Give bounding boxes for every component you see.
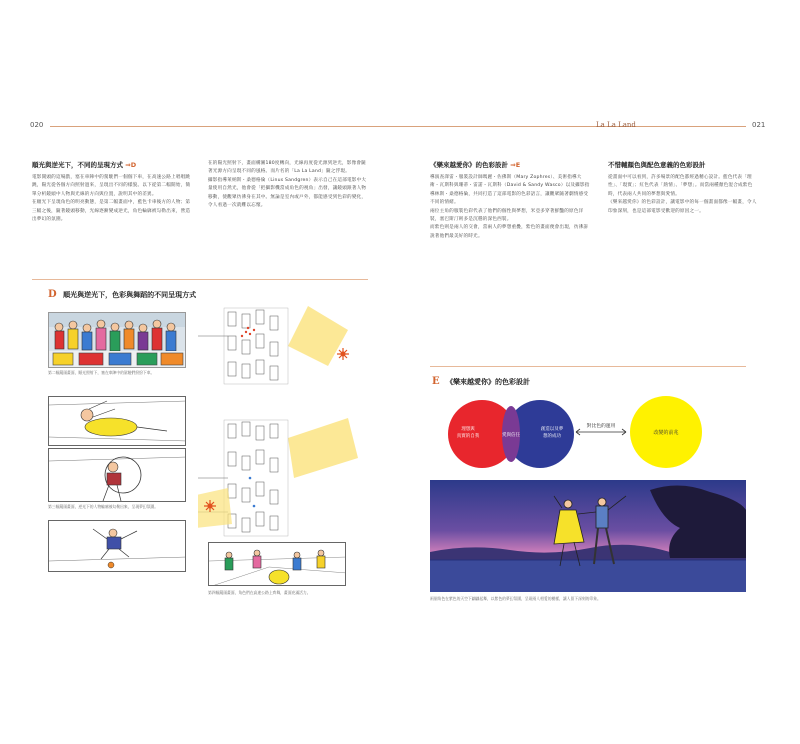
section-e-letter: E: [432, 376, 440, 387]
left-col1-para-2: 在順光下呈現角色的明亮動態，是第二幅畫面中，藍色卡車後方的人物；第三幅之後，隨著鏡頭移動，光線逐漸變成逆光，角色輪廓被勾勒出來，營造出夢幻的氛圍。: [32, 200, 191, 223]
left-col2-para-2: 攝影指導萊納斯・桑德格倫（Linus Sandgren）表示自己在這部電影中大量使用自然光，他會從「把攝影機當成角色的視角」出發，讓鏡頭跟著人物移動，使觀眾彷彿身在其中。無論是室內或戶外，都能感受到色彩的變化，令人看過一次就難以忘懷。: [208, 177, 367, 209]
blue-circle-label-1: 創造以及夢: [540, 427, 564, 432]
left-header-rule: [50, 126, 400, 127]
crowd-illustration: [48, 312, 186, 368]
panel-4-caption: 第四幅鏡頭畫面，角色們在高速公路上齊舞，畫面充滿活力。: [208, 590, 311, 595]
red-circle-label-2: 真實的自我: [456, 434, 480, 439]
contrast-arrow-label: 對比色的運用: [586, 424, 616, 429]
right-col2-para-2: 《樂來越愛你》的色彩設計，讓電影中的每一個畫面都像一幅畫，令人印象深刻，也是這部電影受歡迎的原因之一。: [608, 200, 757, 214]
left-page: [28, 112, 400, 632]
yellow-circle-label: 改變的前兆: [653, 430, 679, 436]
section-e-title: [432, 376, 530, 387]
right-col1-para-3: 而紫色則是兩人的交會，當兩人的夢想重疊，紫色的畫面便會出現，彷彿訴說著他們最美好的時光。: [430, 225, 589, 239]
left-col1-marker: ⇒D: [125, 161, 137, 169]
right-col1-body: [430, 174, 590, 346]
section-e-title-text: 《樂來越愛你》的色彩設計: [446, 378, 531, 386]
panel-3-caption: 第三幅鏡頭畫面，逆光下的人物輪廓被勾勒出來，呈現夢幻氛圍。: [48, 504, 159, 509]
section-d-letter: D: [48, 289, 57, 300]
left-col2-para-1: 在的陽光照射下，畫面構圖180度轉向，光線再度從光源到逆光，影像會隨著光源方向呈現不同的風格。而片名的「La La Land」隨之浮現。: [208, 161, 366, 175]
right-col2-body: [608, 174, 758, 284]
right-col1-heading: [430, 160, 520, 169]
road-diagram-top: [198, 306, 368, 386]
jumping-dancer-panel: [48, 520, 186, 572]
right-header-rule: [400, 126, 746, 127]
right-col2-para-1: 從畫面中可以看到，許多場景的配色都經過精心設計。藍色代表「理性」、「現實」；紅色代表「熱情」、「夢想」。而當兩種顏色混合成紫色時，代表兩人共同的夢想與愛情。: [608, 175, 753, 197]
running-head: La La Land: [596, 121, 636, 129]
right-page: [400, 112, 772, 632]
right-col1-heading-text: 《樂來越愛你》的色彩設計: [430, 161, 508, 169]
left-col1-body: [32, 174, 192, 232]
section-d-title-text: 順光與逆光下，色彩與舞蹈的不同呈現方式: [63, 291, 197, 299]
blue-circle-label-2: 想的成功: [543, 434, 561, 439]
left-page-number: 020: [30, 121, 44, 129]
panel-1-caption: 第二幅鏡頭畫面，順光照射下，塞在車陣中的駕駛們紛紛下車。: [48, 370, 155, 375]
highway-dance-panel: [208, 542, 346, 586]
section-d-rule: [32, 279, 368, 280]
section-e-rule: [430, 366, 746, 367]
left-col2-body: [208, 160, 368, 232]
right-col2-heading: 不惜輔顏色與配色意義的色彩設計: [608, 161, 706, 169]
right-col1-marker: ⇒E: [510, 161, 521, 169]
left-col1-para-1: 電影開頭的這場戲，塞在車陣中的駕駛們一個個下車，在高速公路上唱唱跳跳，陽光從各個方向照射過來，呈現出不同的樣貌。以下從第二幅開始，簡單分析鏡頭中人物與光線的方向與位置，說明其中的差異。: [32, 175, 191, 197]
dancer-lying-panel: [48, 396, 186, 446]
section-e-caption: 兩個角色在紫色的天空下翩翩起舞，以紫色的夢幻氛圍，呈現兩人相愛的模樣，讓人留下深刻的印象。: [430, 596, 601, 601]
overlap-label: 愛與信任: [502, 433, 520, 438]
right-page-number: 021: [752, 121, 766, 129]
left-col1-heading-text: 順光與逆光下，不同的呈現方式: [32, 161, 123, 169]
book-spread: [28, 112, 772, 632]
dancing-couple-illustration: [430, 480, 746, 592]
right-col1-para-1: 導演查澤雷・服裝設計師瑪麗・佐佛斯（Mary Zophres）、美術指導大衛・瓦斯科與珊蒂・雷諾・瓦斯科（David & Sandy Wasco）以及攝影指導林斯・桑德格倫，共同打造了這部電影的色彩語言，讓觀眾隨著劇情感受不同的情緒。: [430, 175, 590, 206]
dancer-hoop-panel: [48, 448, 186, 502]
left-col1-heading: [32, 160, 136, 169]
road-diagram-bottom: [198, 418, 368, 538]
color-venn-diagram: [444, 392, 744, 472]
section-d-title: [48, 289, 196, 300]
red-circle-label-1: 理想與: [461, 427, 475, 432]
right-col1-para-2: 兩位主角的服裝色彩代表了他們的個性與夢想，米亞多穿著鮮豔的原色洋裝，塞巴斯汀則多是沉穩的深色西裝。: [430, 208, 584, 223]
